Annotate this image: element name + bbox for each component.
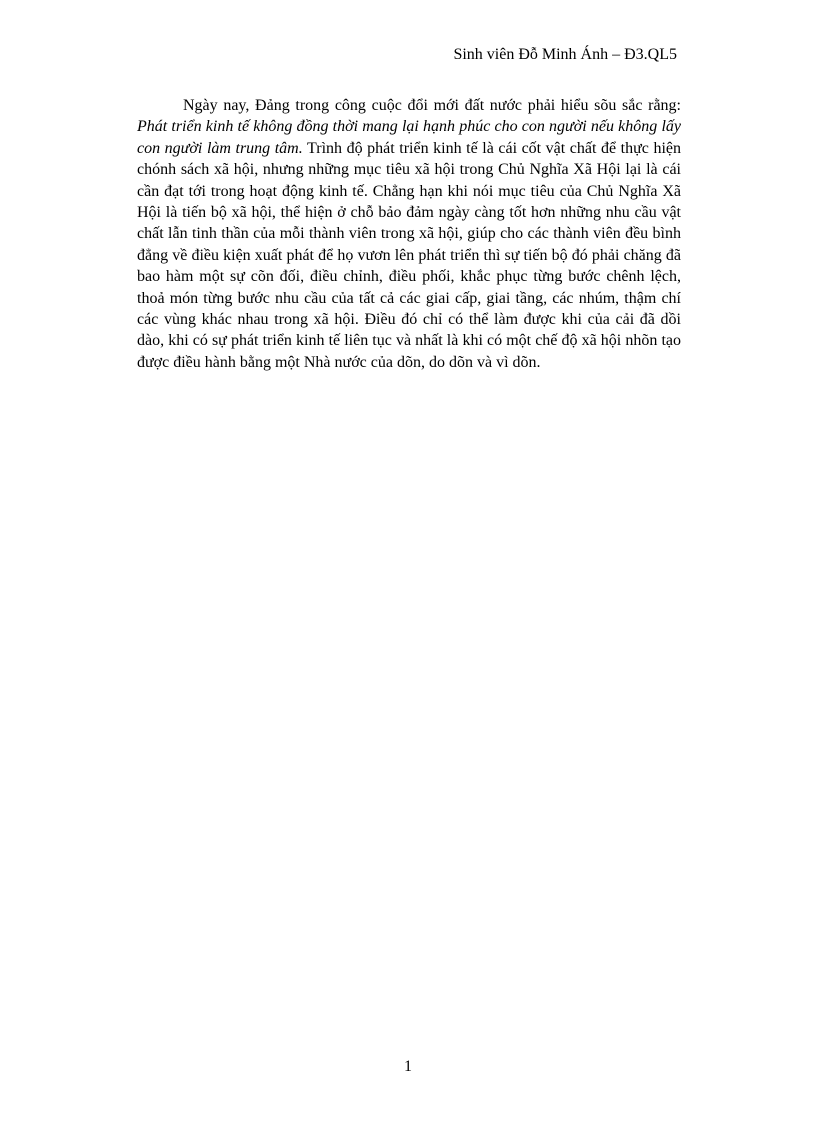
body-paragraph — [137, 95, 681, 373]
page-header-author: Sinh viên Đỗ Minh Ánh – Đ3.QL5 — [453, 46, 677, 63]
paragraph-intro: Ngày nay, Đảng trong công cuộc đổi mới đất nước phải hiểu sõu sắc rằng: — [183, 97, 681, 114]
paragraph-quote: Phát triển kinh tế không đồng thời mang lại hạnh phúc cho con người nếu không lấy con người làm trung tâm. — [137, 118, 681, 157]
page-number: 1 — [404, 1058, 412, 1075]
paragraph-rest: Trình độ phát triển kinh tế là cái cốt vật chất để thực hiện chónh sách xã hội, nhưng những mục tiêu xã hội trong Chủ Nghĩa Xã Hội lại là cái cần đạt tới trong hoạt động kinh tế. Chẳng hạn khi nói mục tiêu của Chủ Nghĩa Xã Hội là tiến bộ xã hội, thể hiện ở chỗ bảo đảm ngày càng tốt hơn những nhu cầu vật chất lẫn tinh thần của mỗi thành viên trong xã hội, giúp cho các thành viên đều bình đẳng về điều kiện xuất phát để họ vươn lên phát triển thì sự tiến bộ đó phải chăng đã bao hàm một sự cõn đối, điều chỉnh, điều phối, khắc phục từng bước chênh lệch, thoả món từng bước nhu cầu của tất cả các giai cấp, giai tầng, các nhúm, thậm chí các vùng khác nhau trong xã hội. Điều đó chỉ có thể làm được khi của cải đã dồi dào, khi có sự phát triển kinh tế liên tục và nhất là khi có một chế độ xã hội nhõn tạo được điều hành bằng một Nhà nước của dõn, do dõn và vì dõn. — [137, 139, 682, 371]
